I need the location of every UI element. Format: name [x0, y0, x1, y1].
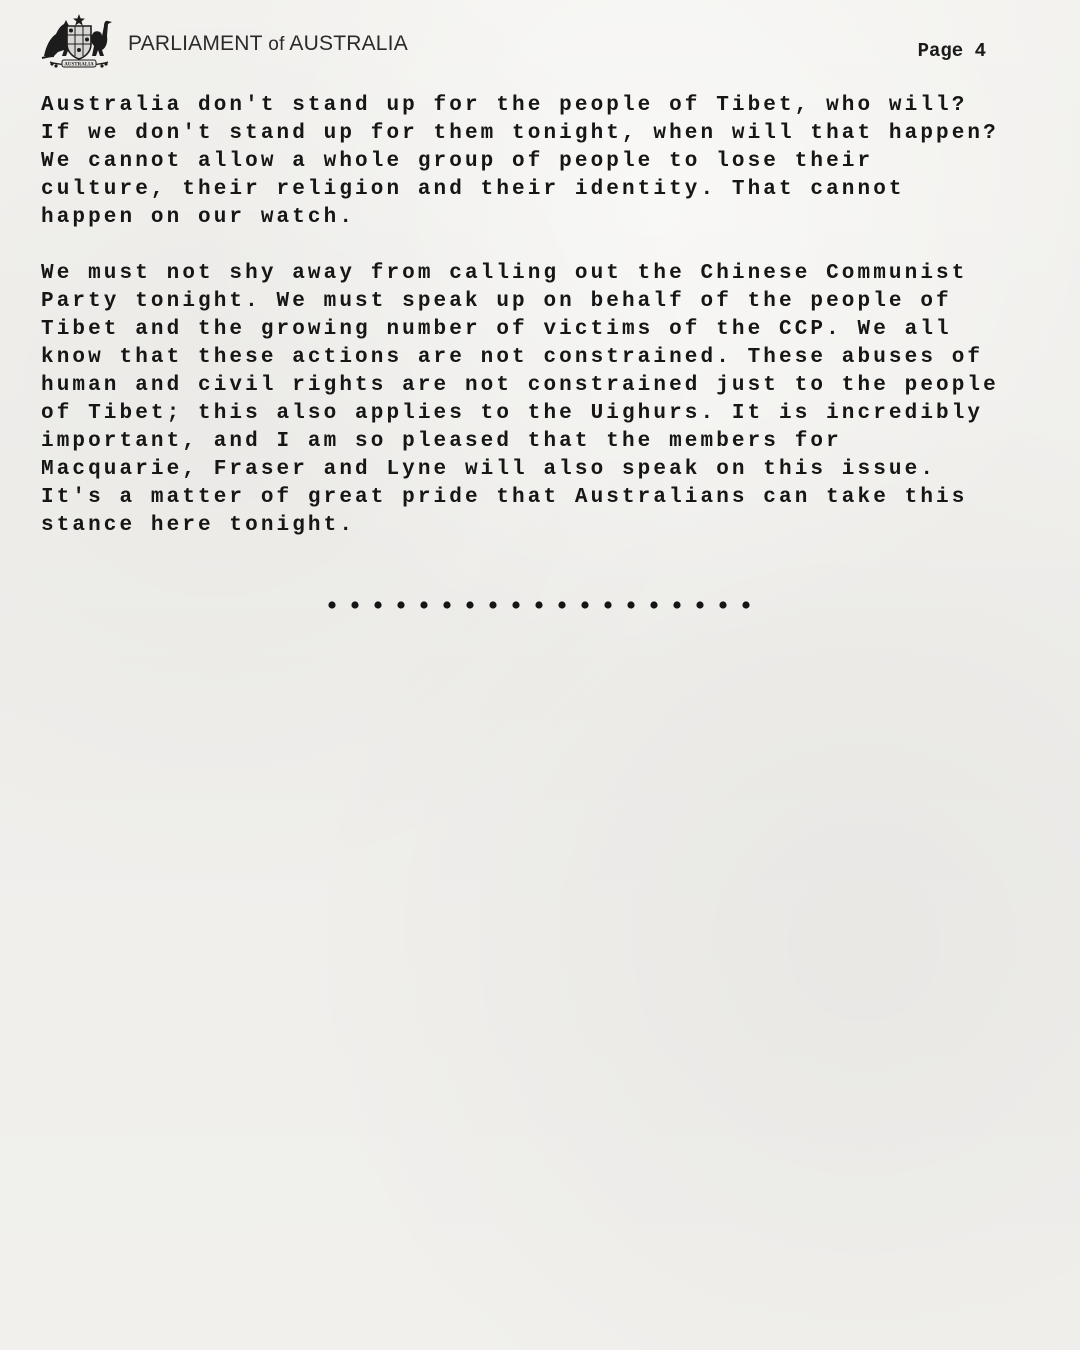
- divider-dot: [719, 601, 726, 608]
- divider-dot: [581, 601, 588, 608]
- divider-dot: [650, 601, 657, 608]
- divider-dot: [397, 601, 404, 608]
- text-line: Tibet and the growing number of victims of the CCP. We all: [41, 318, 952, 341]
- divider-dot: [604, 601, 611, 608]
- divider-dot: [558, 601, 565, 608]
- org-name-part3: AUSTRALIA: [284, 32, 408, 55]
- text-line: It's a matter of great pride that Australians can take this: [41, 486, 968, 509]
- text-line: We cannot allow a whole group of people to lose their: [41, 150, 874, 173]
- divider-dot: [420, 601, 427, 608]
- text-line: important, and I am so pleased that the members for: [41, 430, 842, 453]
- section-divider: [328, 598, 758, 612]
- divider-dot: [489, 601, 496, 608]
- text-line: Party tonight. We must speak up on behalf of the people of: [41, 290, 952, 313]
- divider-dot: [374, 601, 381, 608]
- crest-motto: AUSTRALIA: [64, 62, 94, 68]
- org-name-part1: PARLIAMENT: [128, 32, 269, 55]
- text-line: If we don't stand up for them tonight, when will that happen?: [41, 122, 999, 145]
- divider-dot: [742, 601, 749, 608]
- text-line: Macquarie, Fraser and Lyne will also speak on this issue.: [41, 458, 937, 481]
- divider-dot: [328, 601, 335, 608]
- text-line: of Tibet; this also applies to the Uighurs. It is incredibly: [41, 402, 984, 425]
- organisation-name: [128, 32, 408, 56]
- text-line: Australia don't stand up for the people of Tibet, who will?: [41, 94, 968, 117]
- divider-dot: [443, 601, 450, 608]
- divider-dot: [466, 601, 473, 608]
- transcript-body: [41, 92, 1041, 568]
- paragraph: [41, 260, 1041, 540]
- divider-dot: [673, 601, 680, 608]
- document-header: [40, 12, 1040, 72]
- text-line: know that these actions are not constrained. These abuses of: [41, 346, 984, 369]
- divider-dot: [512, 601, 519, 608]
- divider-dot: [351, 601, 358, 608]
- text-line: stance here tonight.: [41, 514, 356, 537]
- divider-dot: [535, 601, 542, 608]
- org-name-part2: of: [268, 34, 285, 55]
- page-number: Page 4: [917, 40, 986, 62]
- paragraph: [41, 92, 1041, 232]
- coat-of-arms-icon: [40, 12, 118, 70]
- divider-dot: [627, 601, 634, 608]
- text-line: We must not shy away from calling out the Chinese Communist: [41, 262, 968, 285]
- text-line: human and civil rights are not constrained just to the people: [41, 374, 999, 397]
- divider-dot: [696, 601, 703, 608]
- text-line: happen on our watch.: [41, 206, 356, 229]
- text-line: culture, their religion and their identity. That cannot: [41, 178, 905, 201]
